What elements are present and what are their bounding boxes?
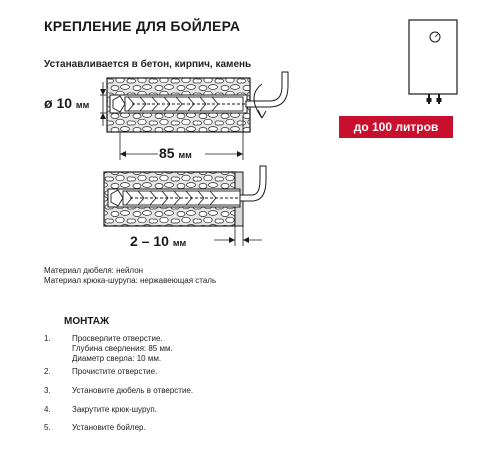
step-number: 2.	[44, 367, 51, 376]
thickness-value: 2 – 10	[130, 233, 169, 249]
step-text: Прочистите отверстие.	[72, 367, 158, 376]
page-subtitle: Устанавливается в бетон, кирпич, камень	[44, 59, 252, 70]
thickness-unit: мм	[172, 238, 187, 248]
material-hook: Материал крюка-шурупа: нержавеющая сталь	[44, 276, 217, 285]
capacity-badge: до 100 литров	[339, 116, 453, 138]
step-number: 3.	[44, 386, 51, 395]
step-text: Установите бойлер.	[72, 423, 146, 432]
mounting-heading: МОНТАЖ	[64, 316, 110, 327]
step-text: Диаметр сверла: 10 мм.	[72, 354, 162, 363]
step-text: Просверлите отверстие.	[72, 334, 163, 343]
diameter-unit: мм	[75, 100, 90, 110]
thickness-label	[130, 233, 186, 249]
step-text: Глубина сверления: 85 мм.	[72, 344, 173, 353]
step-2	[44, 367, 157, 377]
step-5	[44, 423, 146, 433]
step-text: Закрутите крюк-шуруп.	[72, 405, 157, 414]
step-number: 1.	[44, 334, 51, 343]
step-1	[44, 334, 173, 364]
depth-label	[159, 145, 192, 161]
step-4	[44, 405, 157, 415]
step-number: 4.	[44, 405, 51, 414]
step-number: 5.	[44, 423, 51, 432]
material-dowel: Материал дюбеля: нейлон	[44, 266, 144, 275]
page-title: КРЕПЛЕНИЕ ДЛЯ БОЙЛЕРА	[44, 18, 241, 34]
step-text: Установите дюбель в отверстие.	[72, 386, 194, 395]
diameter-value: ø 10	[44, 95, 73, 111]
diameter-label	[44, 95, 89, 111]
depth-unit: мм	[178, 150, 192, 160]
step-3	[44, 386, 193, 396]
depth-value: 85	[159, 145, 175, 161]
